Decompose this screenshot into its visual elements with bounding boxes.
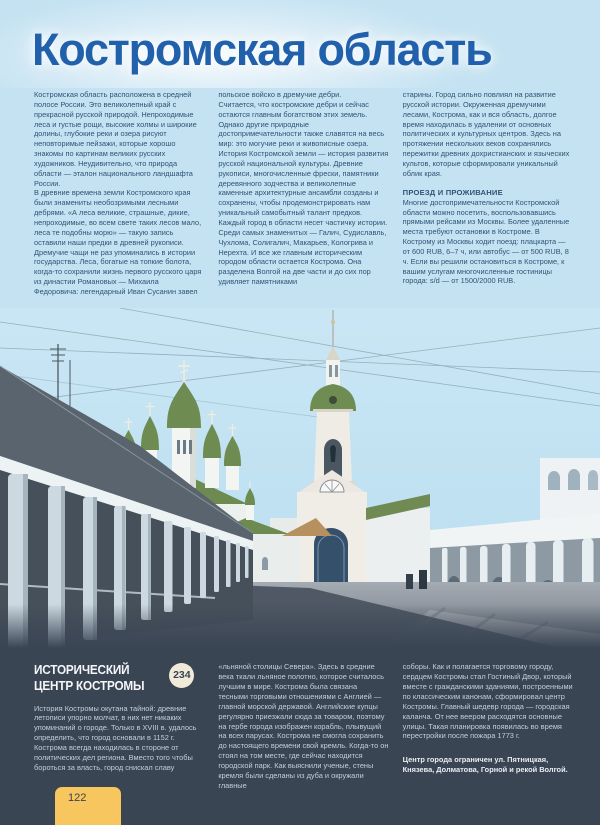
photo-bottom-fade (0, 604, 600, 648)
feature-paragraph: История Костромы окутана тайной: древние летописи упорно молчат, в них нет никаких упоминаний о городе. Только в XVIII в. удалось определить, что город основали в 1152 г. Кострома всегда находилась в стороне от политических дел региона. Вместо того чтобы бороться за власть, город снискал славу (34, 703, 197, 773)
feature-paragraph: «льняной столицы Севера». Здесь в средние века ткали льняное полотно, которое считалось лучшим в мире. Кострома была связана тесными торговыми отношениями с Англией — главной морской державой. Английские купцы регулярно приезжали сюда за товаром, поэтому на гербе города изображен корабль, плывущий на всех парусах. Кострома не смогла сохранить до настоящего времени свой кремль. Когда-то он стоял на том месте, где сейчас находится городской парк. Как выяснили ученые, стены кремля были сделаны из дуба и окружали главные (218, 662, 389, 791)
intro-paragraph: старины. Город сильно повлиял на развитие русской истории. Окруженная дремучими лесами, Кострома, как и вся область, долгое время находилась в удалении от основных политических и культурных центров. Здесь на протяжении нескольких веков сохранялись пережитки древних дохристианских и языческих культов, которые сформировали уникальный облик края. (402, 90, 570, 178)
intro-section (0, 90, 600, 308)
intro-paragraph: В древние времена земли Костромского края были знамениты необозримыми лесными дебрями. «А леса великие, страшные, дикие, непроходимые, во всем свете таких лесов мало, леса те подобны морю» — такую запись оставили наши предки в древней рукописи. Дремучие чащи не раз упоминались в истории государства. Леса, богатые на топкие болота, когда-то сохранили жизнь первого русского царя из династии Романовых — Михаила Федоровича: легендарный Иван Сусанин завел (34, 188, 202, 296)
feature-column-3 (403, 662, 573, 791)
kostroma-gostiny-dvor-photo (0, 308, 600, 648)
intro-paragraph: Костромская область расположена в средней полосе России. Это великолепный край с прекрасной русской природой. Непроходимые леса и густые рощи, высокие холмы и широкие долины, глубокие реки и озера рисуют неповторимые пейзажи, которые хорошо знакомы по картинам великих русских художников. Неудивительно, что природа области — эталон национального ландшафта России. (34, 90, 197, 188)
intro-paragraph: Считается, что костромские дебри и сейчас остаются главным богатством этих земель. Однако другие природные достопримечательности также славятся на весь мир: это могучие реки и живописные озера. (218, 99, 385, 149)
intro-paragraph: История Костромской земли — история развития русской национальной культуры. Древние рукописи, многочисленные фрески, памятники деревянного зодчества и великолепные каменные архитектурные ансамбли созданы и сохранены, чтобы продемонстрировать нам уникальный самобытный талант предков. Каждый город в области несет частичку истории. Среди самых знаменитых — Галич, Судиславль, Чухлома, Солигалич, Макарьев, Кологрива и Нерехта. И все же главным историческим городом области остается Кострома. Она разделена Волгой на две части и до сих пор удивляет памятниками (218, 149, 389, 287)
feature-column-1 (34, 662, 204, 791)
intro-column-3 (403, 90, 573, 308)
page-title: Костромская область (32, 24, 492, 75)
feature-column-2 (218, 662, 388, 791)
travel-lodging-subheading: ПРОЕЗД И ПРОЖИВАНИЕ (402, 187, 503, 197)
feature-paragraph: соборы. Как и полагается торговому городу, сердцем Костромы стал Гостиный Двор, который вместе с гражданскими зданиями, построенными по классическим канонам, сформировал центр Костромы. Главный шедевр города — городская каланча. От нее веером расходятся основные улицы. Такая планировка появилась во время перестройки после пожара 1773 г. (402, 662, 573, 741)
sight-number-badge: 234 (169, 663, 194, 688)
feature-note: Центр города ограничен ул. Пятницкая, Князева, Долматова, Горной и рекой Волгой. (402, 755, 568, 775)
intro-column-1 (34, 90, 204, 308)
intro-paragraph: польское войско в дремучие дебри. (218, 90, 342, 99)
page-number: 122 (68, 792, 87, 804)
intro-paragraph: Многие достопримечательности Костромской области можно посетить, воспользовавшись прямыми рейсами из Москвы. Более удаленные места требуют остановки в Костроме. В Кострому из Москвы ходит поезд: плацкарта — от 600 RUB, 6–7 ч, или автобус — от 500 RUB, 8 ч. Если вы решили остановиться в Костроме, к вашим услугам многочисленные гостиницы города: s/d — от 1500/2000 RUB. (402, 197, 570, 286)
photo-illustration (0, 308, 600, 648)
intro-column-2 (218, 90, 388, 308)
feature-heading: ИСТОРИЧЕСКИЙ ЦЕНТР КОСТРОМЫ (34, 663, 145, 694)
page-number-tab (55, 787, 121, 825)
page-header (0, 0, 600, 88)
feature-section (0, 648, 600, 825)
